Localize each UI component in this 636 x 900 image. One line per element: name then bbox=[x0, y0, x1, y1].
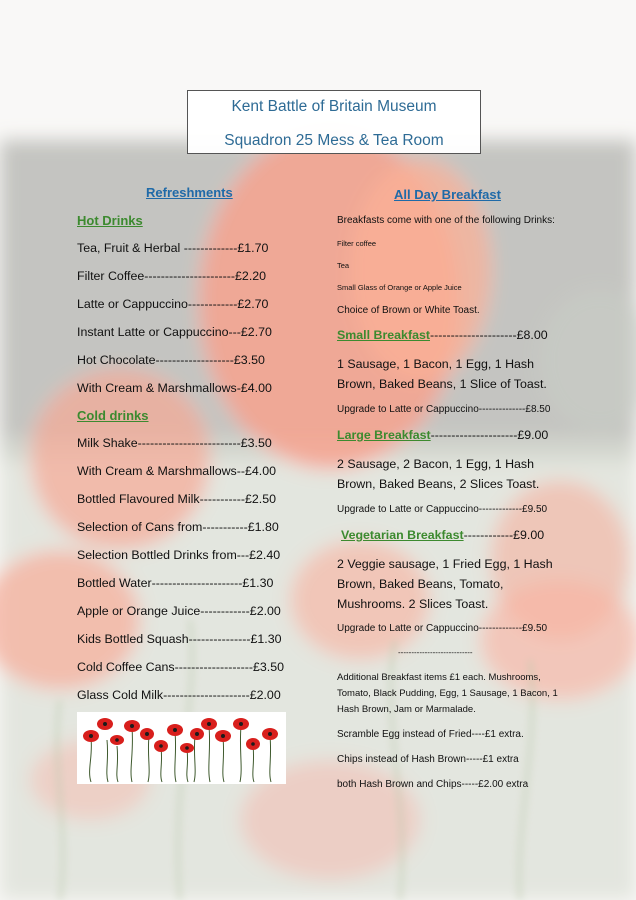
menu-item: With Cream & Marshmallows-£4.00 bbox=[77, 381, 272, 395]
menu-item: Glass Cold Milk---------------------£2.00 bbox=[77, 688, 281, 702]
menu-item: Selection Bottled Drinks from---£2.40 bbox=[77, 548, 281, 562]
menu-item: Instant Latte or Cappuccino---£2.70 bbox=[77, 325, 272, 339]
menu-item: Kids Bottled Squash---------------£1.30 bbox=[77, 632, 282, 646]
hot-drinks-heading: Hot Drinks bbox=[77, 213, 143, 228]
vegetarian-breakfast-line bbox=[341, 528, 544, 542]
menu-item: Hot Chocolate-------------------£3.50 bbox=[77, 353, 265, 367]
menu-item: Filter Coffee----------------------£2.20 bbox=[77, 269, 267, 283]
section-divider: ---------------------------- bbox=[398, 648, 473, 657]
menu-item: Milk Shake-------------------------£3.50 bbox=[77, 436, 272, 450]
vegetarian-breakfast-upgrade: Upgrade to Latte or Cappuccino-------------£9.50 bbox=[337, 623, 548, 634]
all-day-breakfast-heading: All Day Breakfast bbox=[394, 187, 501, 202]
small-breakfast-name: Small Breakfast bbox=[337, 328, 430, 342]
small-breakfast-upgrade: Upgrade to Latte or Cappuccino--------------£8.50 bbox=[337, 404, 551, 415]
large-breakfast-line bbox=[337, 428, 548, 442]
menu-item: Selection of Cans from-----------£1.80 bbox=[77, 520, 279, 534]
tea-room-title: Squadron 25 Mess & Tea Room bbox=[224, 132, 444, 149]
small-breakfast-desc: 1 Sausage, 1 Bacon, 1 Egg, 1 Hash Brown, Baked Beans, 1 Slice of Toast. bbox=[337, 357, 547, 391]
museum-title: Kent Battle of Britain Museum bbox=[231, 98, 437, 115]
vegetarian-breakfast-name: Vegetarian Breakfast bbox=[341, 528, 464, 542]
drink-option: Small Glass of Orange or Apple Juice bbox=[337, 283, 462, 292]
menu-item: Cold Coffee Cans-------------------£3.50 bbox=[77, 660, 284, 674]
additional-items: Additional Breakfast items £1 each. Mushrooms, Tomato, Black Pudding, Egg, 1 Sausage, 1 Bacon, 1 Hash Brown, Jam or Marmalade. bbox=[337, 672, 558, 715]
large-breakfast-desc: 2 Sausage, 2 Bacon, 1 Egg, 1 Hash Brown, Baked Beans, 2 Slices Toast. bbox=[337, 457, 540, 491]
menu-item: Bottled Flavoured Milk-----------£2.50 bbox=[77, 492, 276, 506]
menu-item: Tea, Fruit & Herbal -------------£1.70 bbox=[77, 241, 269, 255]
toast-choice: Choice of Brown or White Toast. bbox=[337, 305, 480, 316]
large-breakfast-name: Large Breakfast bbox=[337, 428, 431, 442]
large-breakfast-upgrade: Upgrade to Latte or Cappuccino-------------£9.50 bbox=[337, 504, 548, 515]
drinks-intro: Breakfasts come with one of the following Drinks: bbox=[337, 215, 555, 226]
small-breakfast-line bbox=[337, 328, 548, 342]
menu-item: Apple or Orange Juice------------£2.00 bbox=[77, 604, 281, 618]
menu-item: Bottled Water----------------------£1.30 bbox=[77, 576, 274, 590]
poppy-illustration bbox=[77, 712, 286, 784]
cold-drinks-heading: Cold drinks bbox=[77, 408, 149, 423]
extra-option: both Hash Brown and Chips-----£2.00 extra bbox=[337, 779, 529, 790]
drink-option: Tea bbox=[337, 261, 350, 270]
drink-option: Filter coffee bbox=[337, 239, 377, 248]
extra-option: Scramble Egg instead of Fried----£1 extra. bbox=[337, 729, 524, 740]
vegetarian-breakfast-desc: 2 Veggie sausage, 1 Fried Egg, 1 Hash Brown, Baked Beans, Tomato, Mushrooms. 2 Slices Toast. bbox=[337, 557, 553, 611]
title-box bbox=[187, 90, 481, 154]
extra-option: Chips instead of Hash Brown-----£1 extra bbox=[337, 754, 519, 765]
small-breakfast-price: ---------------------£8.00 bbox=[429, 328, 548, 342]
menu-item: With Cream & Marshmallows--£4.00 bbox=[77, 464, 276, 478]
menu-item: Latte or Cappuccino------------£2.70 bbox=[77, 297, 269, 311]
large-breakfast-price: ---------------------£9.00 bbox=[430, 428, 549, 442]
refreshments-heading: Refreshments bbox=[146, 185, 233, 200]
vegetarian-breakfast-price: ------------£9.00 bbox=[463, 528, 545, 542]
